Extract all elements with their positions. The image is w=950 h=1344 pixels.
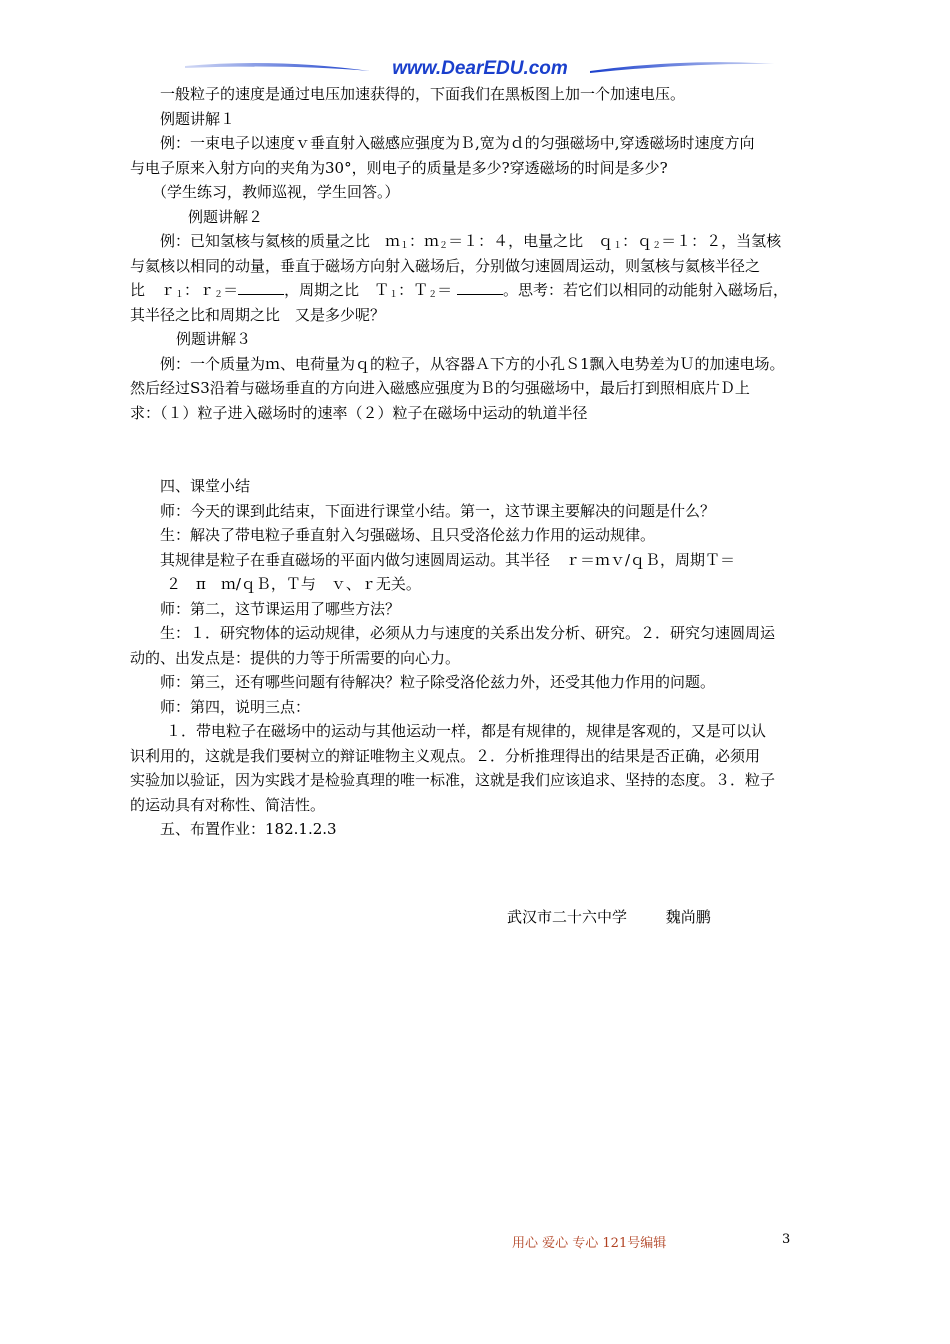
paragraph-line: 例：一束电子以速度ｖ垂直射入磁感应强度为Ｂ,宽为ｄ的匀强磁场中,穿透磁场时速度方向 [160,134,755,152]
logo-text: www.DearEDU.com [392,58,568,79]
logo-swoosh-right [590,62,775,73]
section-heading: 例题讲解３ [176,330,252,348]
answer-blank [238,282,284,295]
signature [507,906,711,927]
paragraph-line: 例：已知氢核与氦核的质量之比 ｍ$_1$：ｍ$_2$＝１：４，电量之比 ｑ$_1$：ｑ$_2$＝１：２，当氢核 [160,232,782,251]
paragraph-line: 例：一个质量为ｍ、电荷量为ｑ的粒子，从容器Ａ下方的小孔Ｓ1飘入电势差为Ｕ的加速电场。 [160,354,785,373]
section-heading: 四、课堂小结 [160,477,251,495]
footer-text: 用心 爱心 专心 121号编辑 [512,1236,667,1251]
paragraph-line: 识利用的，这就是我们要树立的辩证唯物主义观点。２．分析推理得出的结果是否正确，必须用 [130,746,761,765]
paragraph-line: 然后经过S3沿着与磁场垂直的方向进入磁感应强度为Ｂ的匀强磁场中，最后打到照相底片Ｄ上 [130,379,750,397]
paragraph-line: 师：第四，说明三点： [160,697,311,716]
logo-swoosh-left [185,63,370,71]
paragraph-line: 与电子原来入射方向的夹角为30°，则电子的质量是多少?穿透磁场的时间是多少? [130,158,668,177]
paragraph-line: 与氦核以相同的动量，垂直于磁场方向射入磁场后，分别做匀速圆周运动，则氢核与氦核半径之 [130,256,761,275]
paragraph-line: 动的、出发点是：提供的力等于所需要的向心力。 [130,648,461,667]
section-heading: 例题讲解２ [188,207,264,226]
paragraph-line: １．带电粒子在磁场中的运动与其他运动一样，都是有规律的，规律是客观的，又是可以认 [166,722,767,740]
author-name: 魏尚鹏 [665,908,711,926]
paragraph-line: 实验加以验证，因为实践才是检验真理的唯一标准，这就是我们应该追求、坚持的态度。３．粒子 [130,771,776,789]
paragraph-line: 生：１．研究物体的运动规律，必须从力与速度的关系出发分析、研究。２．研究匀速圆周运 [160,624,776,642]
paragraph-line: ２ π ｍ/ｑＢ，Ｔ与 ｖ、ｒ无关。 [166,575,421,593]
paragraph-line: 师：第三，还有哪些问题有待解决？粒子除受洛伦兹力外，还受其他力作用的问题。 [160,673,716,691]
page-number: 3 [782,1232,791,1247]
paragraph-line: 比 ｒ$_1$：ｒ$_2$＝ ，周期之比 Ｔ$_1$：Ｔ$_2$＝ 。思考：若它们以相同的动能射入磁场后， [130,281,788,300]
section-heading: 例题讲解１ [160,109,236,128]
answer-blank [457,282,503,295]
paragraph-line: 一般粒子的速度是通过电压加速获得的，下面我们在黑板图上加一个加速电压。 [160,85,686,103]
paragraph-line: （学生练习，教师巡视，学生回答。） [152,183,400,201]
paragraph-line: 生：解决了带电粒子垂直射入匀强磁场、且只受洛伦兹力作用的运动规律。 [160,526,656,544]
paragraph-line: 师：今天的课到此结束，下面进行课堂小结。第一，这节课主要解决的问题是什么？ [160,501,716,520]
section-heading: 五、布置作业：182.1.2.3 [160,820,337,838]
paragraph-line: 师：第二，这节课运用了哪些方法？ [160,599,401,618]
paragraph-line: 其半径之比和周期之比 又是多少呢？ [130,305,386,324]
school-name: 武汉市二十六中学 [507,908,628,926]
header-logo [185,56,775,82]
paragraph-line: 求：（１）粒子进入磁场时的速率（２）粒子在磁场中运动的轨道半径 [130,403,588,422]
paragraph-line: 其规律是粒子在垂直磁场的平面内做匀速圆周运动。其半径 ｒ＝ｍｖ/ｑＢ，周期Ｔ＝ [160,550,736,569]
document-body [130,82,822,842]
paragraph-line: 的运动具有对称性、简洁性。 [130,795,326,814]
